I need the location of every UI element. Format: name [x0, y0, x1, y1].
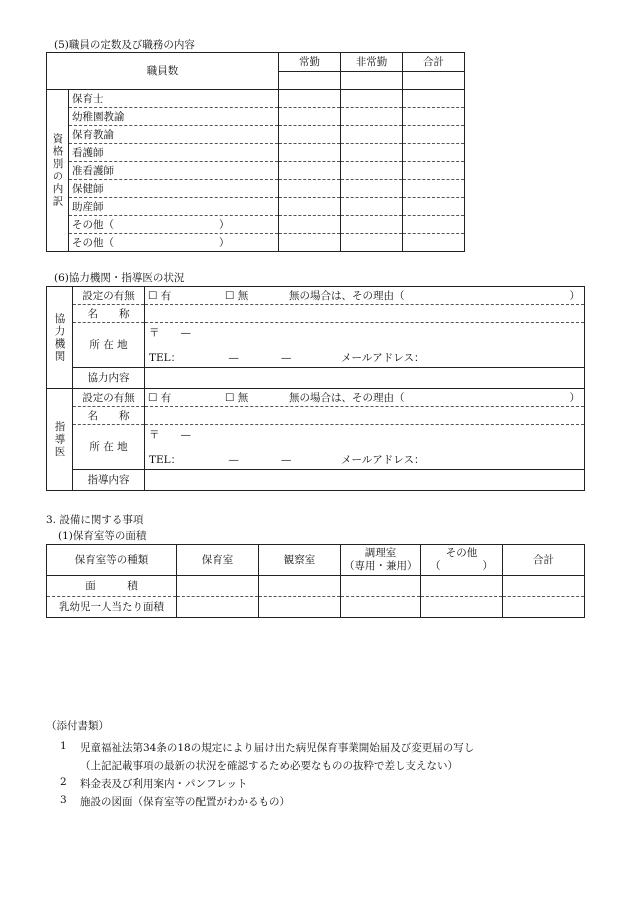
col-part-time: 非常勤: [341, 53, 403, 72]
attachment-number: 3: [60, 794, 67, 806]
cell-input[interactable]: [259, 576, 341, 597]
cell-input[interactable]: [403, 90, 465, 108]
option-yes-checkbox[interactable]: ☐ 有: [148, 391, 172, 404]
cell-input[interactable]: [421, 597, 503, 618]
qualification-row-label: その他（ ）: [69, 234, 279, 252]
option-yes-checkbox[interactable]: ☐ 有: [148, 289, 172, 302]
tel-label: TEL： — —: [149, 352, 292, 364]
reason-close: ）: [569, 391, 580, 404]
name-label: 名 称: [73, 407, 145, 425]
row-per-child-label: 乳幼児一人当たり面積: [47, 597, 177, 618]
reason-close: ）: [569, 289, 580, 302]
cooperation-table: [46, 286, 585, 491]
cell-input[interactable]: [421, 576, 503, 597]
cell-input[interactable]: [503, 597, 585, 618]
col-full-time: 常勤: [279, 53, 341, 72]
cell-input[interactable]: [403, 198, 465, 216]
header-type: 保育室等の種類: [47, 545, 177, 576]
cell-input[interactable]: [279, 198, 341, 216]
attachment-number: 1: [60, 740, 67, 752]
qualification-row-label: 幼稚園教諭: [69, 108, 279, 126]
cell-input[interactable]: [403, 162, 465, 180]
address-label: 所 在 地: [73, 425, 145, 470]
cell-input[interactable]: [177, 597, 259, 618]
cell-input[interactable]: [259, 597, 341, 618]
cell-input[interactable]: [341, 126, 403, 144]
name-input[interactable]: [145, 305, 585, 323]
cell-input[interactable]: [341, 162, 403, 180]
blank-cell[interactable]: [341, 71, 403, 90]
col-total: 合計: [403, 53, 465, 72]
name-input[interactable]: [145, 407, 585, 425]
other-label: その他: [445, 547, 478, 559]
qualification-group-label: 資格別の内訳: [47, 90, 69, 252]
cell-input[interactable]: [279, 144, 341, 162]
cell-input[interactable]: [279, 90, 341, 108]
reason-label: 無の場合は、その理由（: [289, 391, 405, 404]
section5-title: (5)職員の定数及び職務の内容: [54, 39, 195, 51]
postal-mark: 〒 —: [149, 327, 191, 339]
address-input[interactable]: [145, 425, 585, 470]
other-note: （ ）: [430, 560, 493, 572]
cell-input[interactable]: [403, 180, 465, 198]
setting-label: 設定の有無: [73, 287, 145, 305]
attachment-item: [60, 776, 67, 788]
attachment-text: 施設の図面（保育室等の配置がわかるもの）: [80, 796, 290, 808]
cell-input[interactable]: [341, 108, 403, 126]
cell-input[interactable]: [279, 126, 341, 144]
attachment-text: 児童福祉法第34条の18の規定により届け出た病児保育事業開始届及び変更届の写し: [80, 742, 475, 754]
qualification-row-label: 准看護師: [69, 162, 279, 180]
setting-options: [145, 389, 585, 407]
setting-label: 設定の有無: [73, 389, 145, 407]
qualification-row-label: 保健師: [69, 180, 279, 198]
cell-input[interactable]: [177, 576, 259, 597]
header-cooking-room: [341, 545, 421, 576]
cell-input[interactable]: [341, 90, 403, 108]
cell-input[interactable]: [403, 234, 465, 252]
qualification-row-label: 助産師: [69, 198, 279, 216]
content-label: 指導内容: [73, 470, 145, 491]
blank-cell[interactable]: [403, 71, 465, 90]
cell-input[interactable]: [341, 144, 403, 162]
cell-input[interactable]: [341, 576, 421, 597]
cell-input[interactable]: [403, 216, 465, 234]
cell-input[interactable]: [279, 216, 341, 234]
header-total: 合計: [503, 545, 585, 576]
cell-input[interactable]: [403, 126, 465, 144]
qualification-row-label: その他（ ）: [69, 216, 279, 234]
cell-input[interactable]: [279, 162, 341, 180]
cell-input[interactable]: [279, 234, 341, 252]
header-nursery-room: 保育室: [177, 545, 259, 576]
staff-header-label: 職員数: [47, 53, 279, 90]
cooking-room-label: 調理室: [364, 547, 397, 559]
cell-input[interactable]: [341, 180, 403, 198]
cell-input[interactable]: [279, 108, 341, 126]
attachment-number: 2: [60, 776, 67, 788]
tel-label: TEL： — —: [149, 454, 292, 466]
qualification-row-label: 保育士: [69, 90, 279, 108]
reason-label: 無の場合は、その理由（: [289, 289, 405, 302]
content-input[interactable]: [145, 368, 585, 389]
header-other: [421, 545, 503, 576]
attachment-item: [60, 740, 67, 752]
attachments-title: （添付書類）: [46, 720, 109, 732]
section3-title: 3. 設備に関する事項: [46, 514, 144, 526]
cell-input[interactable]: [341, 597, 421, 618]
email-label: メールアドレス：: [341, 352, 425, 364]
header-observation-room: 観察室: [259, 545, 341, 576]
attachment-item: [60, 794, 67, 806]
content-input[interactable]: [145, 470, 585, 491]
blank-cell[interactable]: [279, 71, 341, 90]
attachment-text: 料金表及び利用案内・パンフレット: [80, 778, 248, 790]
cell-input[interactable]: [341, 234, 403, 252]
attachment-note: （上記記載事項の最新の状況を確認するため必要なものの抜粋で差し支えない）: [80, 760, 458, 772]
cooking-room-note: （専用・兼用）: [344, 560, 418, 572]
cell-input[interactable]: [341, 198, 403, 216]
row-area-label: 面 積: [47, 576, 177, 597]
qualification-row-label: 看護師: [69, 144, 279, 162]
cell-input[interactable]: [503, 576, 585, 597]
address-label: 所 在 地: [73, 323, 145, 368]
qualification-row-label: 保育教諭: [69, 126, 279, 144]
email-label: メールアドレス：: [341, 454, 425, 466]
section6-title: (6)協力機関・指導医の状況: [54, 272, 185, 284]
staff-table: [46, 52, 465, 252]
doctor-group-label: 指導医: [47, 389, 73, 491]
setting-options: [145, 287, 585, 305]
facility-area-table: [46, 544, 585, 618]
option-no-checkbox[interactable]: ☐ 無: [225, 391, 249, 404]
postal-mark: 〒 —: [149, 429, 191, 441]
section3-subtitle: (1)保育室等の面積: [58, 530, 147, 542]
option-no-checkbox[interactable]: ☐ 無: [225, 289, 249, 302]
cooperation-group-label: 協力機関: [47, 287, 73, 389]
cell-input[interactable]: [341, 216, 403, 234]
cell-input[interactable]: [403, 108, 465, 126]
cell-input[interactable]: [279, 180, 341, 198]
content-label: 協力内容: [73, 368, 145, 389]
cell-input[interactable]: [403, 144, 465, 162]
address-input[interactable]: [145, 323, 585, 368]
name-label: 名 称: [73, 305, 145, 323]
